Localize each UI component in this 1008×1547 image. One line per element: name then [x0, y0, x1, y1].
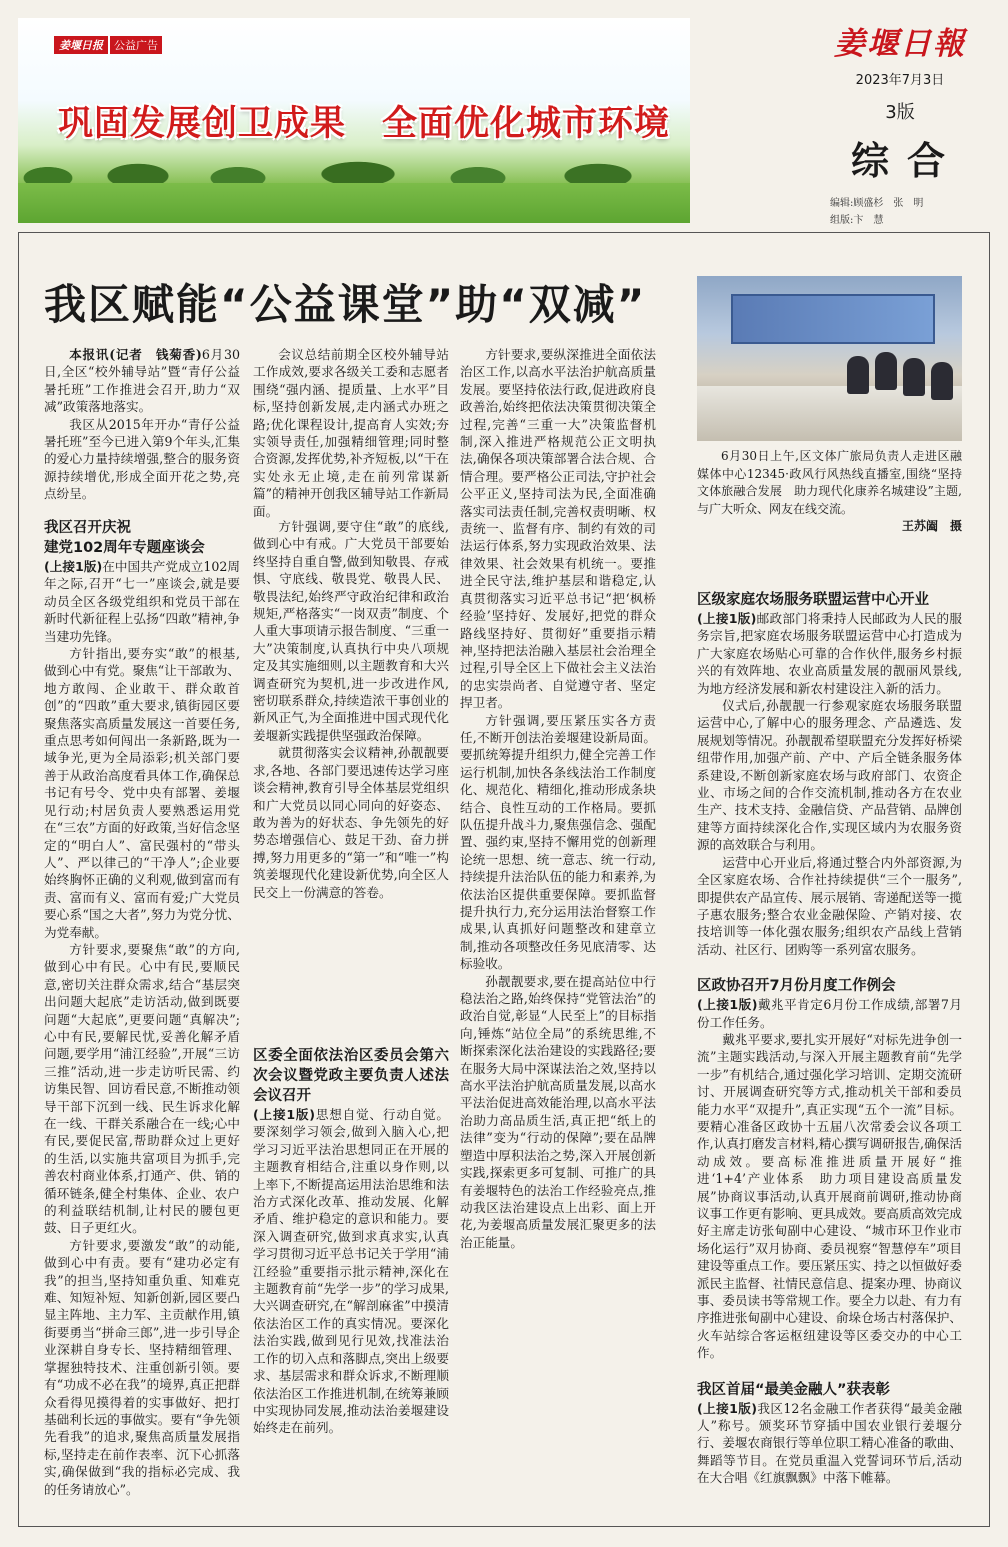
article-b-paragraph-1: (上接1版)思想自觉、行动自觉。要深刻学习领会,做到入脑入心,把学习习近平法治思想同正在开展的主题教育相结合,注重以身作则,以上率下,不断提高运用法治思维和法治方式深化改革、推动发展、化解矛盾、维护稳定的意识和能力。要深入调查研究,做到求真求实,认真学习贯彻习近平总书记关于学用“浦江经验”重要指示批示精神,深化在主题教育前“先学一步”的学习成果,大兴调查研究,在“解剖麻雀”中摸清依法治区工作的真实情况。要深化法治实践,做到见行见效,找准法治工作的切入点和落脚点,突出上级要求、基层需求和群众诉求,不断理顺依法治区工作推进机制,在统筹兼顾中实现协同发展,推动法治姜堰建设始终走在前列。 [253, 1107, 449, 1436]
article-a-source: (上接1版) [44, 559, 103, 574]
article-a-col-2 [253, 518, 449, 901]
studio-screen [731, 294, 935, 344]
article-c-title: 区级家庭农场服务联盟运营中心开业 [697, 592, 929, 608]
article-d-source: (上接1版) [697, 997, 758, 1013]
article-a-paragraph-1: (上接1版)在中国共产党成立102周年之际,召开“七一”座谈会,就是要动员全区各级党组织和党员干部在新时代新征程上弘扬“四敢”精神,争当建功先锋。 [44, 559, 240, 644]
article-b-paragraph-2: 方针要求,要纵深推进全面依法治区工作,以高水平法治护航高质量发展。要坚持依法行政,促进政府良政善治,始终把依法决策贯彻决策全过程,完善“三重一大”决策监督机制,深入推进严格规范公正文明执法,确保各项决策部署合法合规、合情合理。要严格公正司法,守护社会公平正义,坚持司法为民,全面准确落实司法责任制,完善权责明晰、权责统一、监督有序、制约有效的司法运行体系,努力实现政治效果、法律效果、社会效果有机统一。要推进全民守法,维护基层和谐稳定,认真贯彻落实习近平总书记“把‘枫桥经验’坚持好、发展好,把党的群众路线坚持好、贯彻好”重要指示精神,坚持把法治融入基层社会治理全过程,引导全区上下做社会主义法治的忠实崇尚者、自觉遵守者、坚定捍卫者。 [460, 347, 656, 711]
article-c-paragraph-3: 运营中心开业后,将通过整合内外部资源,为全区家庭农场、合作社持续提供“三个一服务”,即提供农产品宣传、展示展销、寄递配送等一揽子惠农服务;整合农业金融保险、产销对接、农技培训等一体化强农服务;组织农产品线上营销活动、社区行、团购等一系列富农服务。 [697, 854, 962, 957]
lead-article-col-2 [253, 346, 449, 520]
article-b-source: (上接1版) [253, 1107, 316, 1122]
photo-caption [697, 448, 962, 536]
lead-paragraph-1: 本报讯(记者 钱菊香)6月30日,全区“校外辅导站”暨“青仔公益暑托班”工作推进会召开,助力“双减”政策落地落实。 [44, 347, 240, 415]
news-photo [697, 276, 962, 441]
photo-caption-text: 6月30日上午,区文体广旅局负责人走进区融媒体中心12345·政风行风热线直播室,围绕“坚持文体旅融合发展 助力现代化康养名城建设”主题,与广大听众、网友在线交流。 [697, 449, 962, 516]
article-e-paragraph-1: (上接1版)我区12名金融工作者获得“最美金融人”称号。颁奖环节穿插中国农业银行姜堰分行、姜堰农商银行等单位职工精心准备的歌曲、舞蹈等节目。在党员重温入党誓词环节后,活动在大合唱《红旗飘飘》中落下帷幕。 [697, 1400, 962, 1486]
article-a-title-1: 我区召开庆祝 [44, 520, 131, 536]
article-d-paragraph-2: 戴兆平要求,要扎实开展好“对标先进争创一流”主题实践活动,与深入开展主题教育前“先学一步”有机结合,通过强化学习培训、定期交流研讨、开展调查研究等方式,推动机关干部和委员能力水平“双提升”,真正实现“五个一流”目标。要精心准备区政协十五届八次常委会议各项工作,认真打磨发言材料,精心撰写调研报告,确保活动成效。要高标准推进质量开展好“推进‘1+4’产业体系 助力项目建设高质量发展”协商议事活动,认真开展商前调研,推动协商议事工作更有影响、更具成效。要高质高效完成好主席走访张甸副中心建设、“城市环卫作业市场化运行”双月协商、委员视察“智慧停车”项目建设等重点工作。要压紧压实、持之以恒做好委派民主监督、社情民意信息、提案办理、协商议事、委员读书等常规工作。要全力以赴、有力有序推进张甸副中心建设、俞垛仓场古村落保护、火车站综合客运枢纽建设等区委交办的中心工作。 [697, 1031, 962, 1361]
article-b-paragraph-3: 方针强调,要压紧压实各方责任,不断开创法治姜堰建设新局面。要抓统筹提升组织力,健全完善工作运行机制,加快各条线法治工作制度化、规范化、精细化,推动形成条块结合、良性互动的工作格局。要抓队伍提升战斗力,聚焦强信念、强配置、强约束,坚持不懈用党的创新理论统一思想、统一意志、统一行动,持续提升法治队伍的能力和素养,为依法治区提供重要保障。要抓监督提升执行力,充分运用法治督察工作成果,认真抓好问题整改和建章立制,推动各项整改任务见底清零、达标验收。 [460, 712, 656, 972]
layout-line: 组版:卞 慧 [830, 215, 884, 226]
person-figure [931, 362, 953, 400]
lead-article-col-1 [44, 346, 240, 503]
section-title: 综合 [850, 138, 963, 183]
article-a-col-1 [44, 518, 240, 1508]
article-d-paragraph-1: (上接1版)戴兆平肯定6月份工作成绩,部署7月份工作任务。 [697, 997, 962, 1030]
banner-tag [54, 36, 162, 54]
paper-name: 姜堰日報 [834, 26, 966, 62]
editors-line: 编辑:顾盛杉 张 明 [830, 198, 924, 209]
article-a-title-2: 建党102周年专题座谈会 [44, 540, 205, 556]
page-number: 3版 [885, 102, 915, 123]
lead-paragraph-3: 会议总结前期全区校外辅导站工作成效,要求各级关工委和志愿者围绕“强内涵、提质量、上水平”目标,坚持创新发展,走内涵式办班之路;优化课程设计,提高育人实效;夯实领导责任,加强精细管理;同时整合资源,发挥优势,补齐短板,以“干在实处永无止境,走在前列常谋新篇”的精神开创我区辅导站工作新局面。 [253, 347, 449, 519]
article-a-paragraph-5: 方针强调,要守住“敢”的底线,做到心中有戒。广大党员干部要始终坚持自重自警,做到知敬畏、存戒惧、守底线、敬畏党、敬畏人民、敬畏法纪,始终严守政治纪律和政治规矩,严格落实“一岗双责”制度、个人重大事项请示报告制度、“三重一大”决策制度,认真执行中央八项规定及其实施细则,以主题教育和大兴调查研究为契机,进一步改进作风,密切联系群众,持续造浓干事创业的新风正气,为全面推进中国式现代化姜堰新实践提供坚强政治保障。 [253, 519, 449, 743]
article-a-paragraph-2: 方针指出,要夯实“敢”的根基,做到心中有党。聚焦“让干部敢为、地方敢闯、企业敢干、群众敢首创”的“四敢”重大要求,镇街园区要聚焦落实高质量发展这一首要任务,重点思考如何闯出一条新路,既为一域争光,更为全局添彩;机关部门要善于从政治高度看具体工作,确保总书记有号令、党中央有部署、姜堰见行动;村居负责人要熟悉运用党在“三农”方面的好政策,当好信念坚定的“明白人”、富民强村的“带头人”、严以律己的“干净人”;企业要始终胸怀正确的义利观,做到富而有责、富而有义、富而有爱;广大党员要心系“国之大者”,努力为党分忧、为党奉献。 [44, 646, 240, 940]
masthead [810, 18, 990, 229]
article-e-title: 我区首届“最美金融人”获表彰 [697, 1381, 891, 1398]
lead-byline: 本报讯(记者 钱菊香) [69, 347, 202, 362]
article-e-source: (上接1版) [697, 1400, 757, 1416]
person-figure [847, 356, 869, 394]
right-column [697, 590, 962, 1508]
article-c-paragraph-1: (上接1版)邮政部门将秉持人民邮政为人民的服务宗旨,把家庭农场服务联盟运营中心打造成为广大家庭农场贴心可靠的合作伙伴,服务乡村振兴的有效阵地、农业高质量发展的靓丽风景线,为地方经济发展和新农村建设注入新的活力。 [697, 611, 962, 696]
article-c-source: (上接1版) [697, 611, 757, 626]
article-b-col-2 [460, 346, 656, 1508]
banner-logo: 姜堰日报 [54, 36, 108, 54]
person-figure [903, 358, 925, 396]
person-figure [875, 352, 897, 390]
article-b-col-1 [253, 1046, 449, 1508]
article-a-paragraph-3: 方针要求,要聚焦“敢”的方向,做到心中有民。心中有民,要顺民意,密切关注群众需求,结合“基层突出问题大起底”走访活动,做到既要问题“大起底”,更要问题“真解决”;心中有民,要解民忧,妥善化解矛盾问题,要学用“浦江经验”,开展“三访三推”活动,进一步走访听民需、约访集民智、回访看民意,不断推动领导干部下沉到一线、民生诉求化解在一线、干群关系融合在一线;心中有民,要促民富,帮助群众过上更好的生活,以实施共富项目为抓手,完善农村商业体系,打通产、供、销的循环链条,健全村集体、企业、农户的利益联结机制,让村民的腰包更鼓、日子更红火。 [44, 941, 240, 1236]
editor-credits [830, 195, 990, 229]
banner-grass [18, 183, 690, 223]
banner-slogan: 巩固发展创卫成果 全面优化城市环境 [58, 104, 671, 144]
article-d-title: 区政协召开7月份月度工作例会 [697, 978, 896, 995]
lead-paragraph-2: 我区从2015年开办“青仔公益暑托班”至今已进入第9个年头,汇集的爱心力量持续增强,整合的服务资源持续增优,形成全面开花之势,亮点纷呈。 [44, 416, 240, 502]
photo-credit: 王苏阖 摄 [901, 519, 962, 533]
article-a-paragraph-4: 方针要求,要激发“敢”的动能,做到心中有责。要有“建功必定有我”的担当,坚持知重负重、知难克难、知短补短、知新创新,园区要凸显主阵地、主力军、主贡献作用,镇街要勇当“拼命三郎”,进一步引导企业深耕自身专长、坚持精细管理、掌握独特技术、注重创新引领。要有“功成不必在我”的境界,真正把群众看得见摸得着的实事做好、把打基础利长远的事做实。要有“争先领先看我”的追求,聚焦高质量发展指标,坚持走在前作表率、沉下心抓落实,确保做到“我的指标必完成、我的任务请放心”。 [44, 1237, 240, 1497]
lead-headline: 我区赋能“公益课堂”助“双减” [44, 280, 647, 329]
public-ad-banner [18, 18, 690, 223]
article-b-title: 区委全面依法治区委员会第六次会议暨党政主要负责人述法会议召开 [253, 1048, 449, 1104]
article-b-paragraph-4: 孙靓靓要求,要在提高站位中行稳法治之路,始终保持“党管法治”的政治自觉,彰显“人民至上”的目标指向,锤炼“站位全局”的系统思维,不断探索深化法治建设的实践路径;要在服务大局中深谋法治之效,坚持以高水平法治护航高质量发展,以高水平法治促进高效能治理,以高水平法治助力高品质生活,真正把“纸上的法律”变为“行动的保障”;要在品牌塑造中厚积法治之势,深入开展创新实践,探索更多可复制、可推广的具有姜堰特色的法治工作经验亮点,推动我区法治建设点上出彩、面上开花,为姜堰高质量发展汇聚更多的法治正能量。 [460, 973, 656, 1250]
issue-date: 2023年7月3日 [855, 73, 945, 88]
banner-tag-label: 公益广告 [110, 36, 162, 54]
article-c-paragraph-2: 仪式后,孙靓靓一行参观家庭农场服务联盟运营中心,了解中心的服务理念、产品遴选、发展规划等情况。孙靓靓希望联盟充分发挥好桥梁纽带作用,加强产前、产中、产后全链条服务体系建设,不断创新家庭农场与政府部门、农资企业、市场之间的合作交流机制,推动各方在农业生产、技术支持、金融信贷、产品营销、品牌创建等方面持续深化合作,实现区域内为农服务资源的高效联合与利用。 [697, 698, 962, 853]
article-a-paragraph-6: 就贯彻落实会议精神,孙靓靓要求,各地、各部门要迅速传达学习座谈会精神,教育引导全体基层党组织和广大党员以同心同向的好姿态、敢为善为的好状态、争先领先的好势态增强信心、鼓足干劲、奋力拼搏,努力用更多的“第一”和“唯一”构筑姜堰现代化建设新优势,向全区人民交上一份满意的答卷。 [253, 745, 449, 900]
